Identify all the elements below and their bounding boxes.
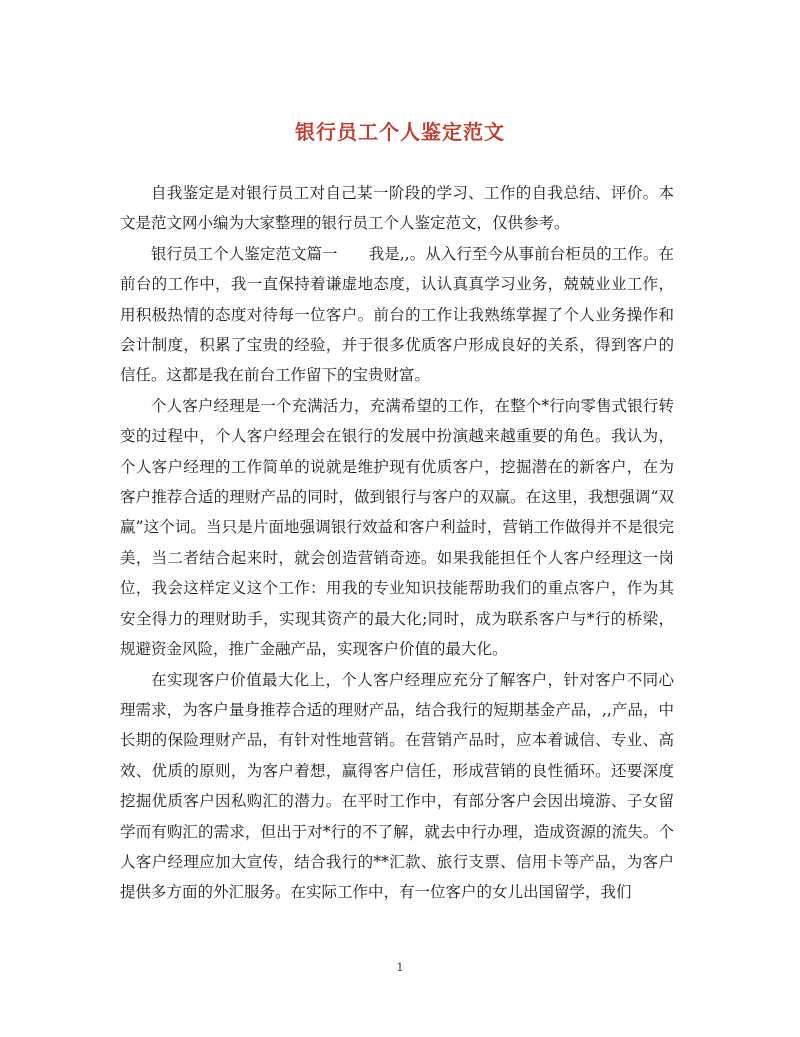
paragraph-teller-experience: 银行员工个人鉴定范文篇一 我是,,。从入行至今从事前台柜员的工作。在前台的工作中，我一直保持着谦虚地态度，认认真真学习业务，兢兢业业工作，用积极热情的态度对待每一位客户。前台的工作让我熟练掌握了个人业务操作和会计制度，积累了宝贵的经验，并于很多优质客户形成良好的关系，得到客户的信任。这都是我在前台工作留下的宝贵财富。: [120, 244, 674, 385]
paragraph-intro: 自我鉴定是对银行员工对自己某一阶段的学习、工作的自我总结、评价。本文是范文网小编为大家整理的银行员工个人鉴定范文，仅供参考。: [120, 184, 674, 233]
page-number: 1: [396, 961, 404, 974]
document-body: [120, 178, 674, 908]
document-title: 银行员工个人鉴定范文: [295, 120, 505, 144]
paragraph-customer-manager-role: 个人客户经理是一个充满活力，充满希望的工作，在整个*行向零售式银行转变的过程中，个人客户经理会在银行的发展中扮演越来越重要的角色。我认为，个人客户经理的工作简单的说就是维护现有优质客户，挖掘潜在的新客户，在为客户推荐合适的理财产品的同时，做到银行与客户的双赢。在这里，我想强调“双赢”这个词。当只是片面地强调银行效益和客户利益时，营销工作做得并不是很完美，当二者结合起来时，就会创造营销奇迹。如果我能担任个人客户经理这一岗位，我会这样定义这个工作：用我的专业知识技能帮助我们的重点客户，作为其安全得力的理财助手，实现其资产的最大化;同时，成为联系客户与*行的桥梁，规避资金风险，推广金融产品，实现客户价值的最大化。: [120, 396, 674, 659]
paragraph-customer-value: 在实现客户价值最大化上，个人客户经理应充分了解客户，针对客户不同心理需求，为客户量身推荐合适的理财产品，结合我行的短期基金产品，,,产品，中长期的保险理财产品，有针对性地营销。在营销产品时，应本着诚信、专业、高效、优质的原则，为客户着想，赢得客户信任，形成营销的良性循环。还要深度挖掘优质客户因私购汇的潜力。在平时工作中，有部分客户会因出境游、子女留学而有购汇的需求，但出于对*行的不了解，就去中行办理，造成资源的流失。个人客户经理应加大宣传，结合我行的**汇款、旅行支票、信用卡等产品，为客户提供多方面的外汇服务。在实际工作中，有一位客户的女儿出国留学，我们: [120, 670, 674, 902]
